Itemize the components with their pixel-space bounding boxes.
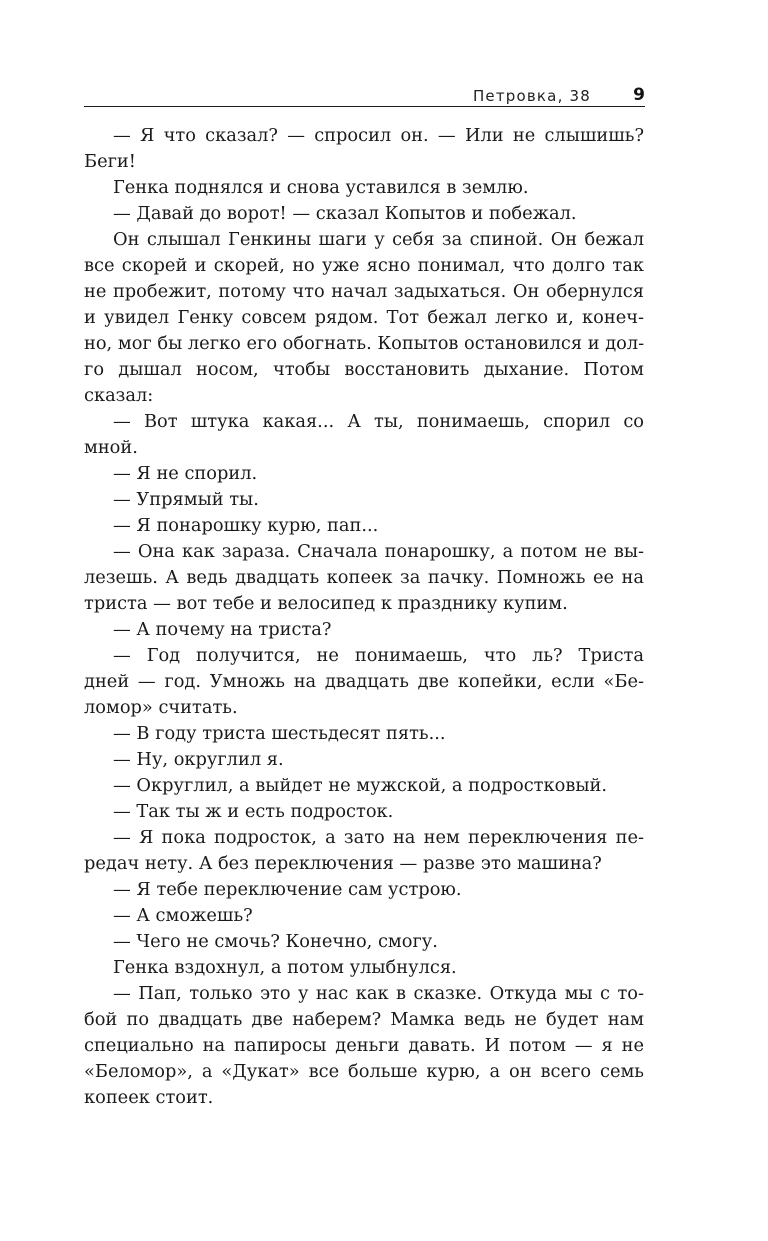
text-line: триста — вот тебе и велосипед к празднику купим. bbox=[84, 593, 568, 614]
text-line: — Я тебе переключение сам устрою. bbox=[113, 879, 462, 900]
text-line: — Я не спорил. bbox=[113, 463, 258, 484]
text-line: — Она как зараза. Сначала понарошку, а потом не вы- bbox=[113, 541, 644, 562]
text-line: сказал: bbox=[84, 385, 154, 406]
text-line: — Я понарошку курю, пап... bbox=[113, 515, 379, 536]
text-line: специально на папиросы деньги давать. И потом — я не bbox=[84, 1035, 644, 1056]
text-line: все скорей и скорей, но уже ясно понимал, что долго так bbox=[84, 255, 644, 276]
text-line: ломор» считать. bbox=[84, 697, 238, 718]
text-line: го дышал носом, чтобы восстановить дыхание. Потом bbox=[84, 359, 644, 380]
text-line: редач нету. А без переключения — разве это машина? bbox=[84, 853, 602, 874]
text-line: — Округлил, а выйдет не мужской, а подростковый. bbox=[113, 775, 607, 796]
text-line: — В году триста шестьдесят пять... bbox=[113, 723, 446, 744]
text-line: Беги! bbox=[84, 151, 136, 172]
body-text bbox=[84, 123, 644, 1111]
text-line: но, мог бы легко его обогнать. Копытов остановился и дол- bbox=[84, 333, 645, 354]
text-line: лезешь. А ведь двадцать копеек за пачку. Помножь ее на bbox=[84, 567, 644, 588]
text-line: не пробежит, потому что начал задыхаться. Он обернулся bbox=[84, 281, 644, 302]
text-line: и увидел Генку совсем рядом. Тот бежал легко и, конеч- bbox=[84, 307, 644, 328]
text-line: — Год получится, не понимаешь, что ль? Триста bbox=[113, 645, 644, 666]
text-line: — Давай до ворот! — сказал Копытов и побежал. bbox=[113, 203, 577, 224]
page-number: 9 bbox=[633, 85, 645, 105]
text-line: Он слышал Генкины шаги у себя за спиной. Он бежал bbox=[113, 229, 644, 250]
text-line: мной. bbox=[84, 437, 138, 458]
text-line: копеек стоит. bbox=[84, 1087, 214, 1108]
text-line: Генка вздохнул, а потом улыбнулся. bbox=[113, 957, 457, 978]
running-header bbox=[84, 84, 645, 107]
text-line: бой по двадцать две наберем? Мамка ведь не будет нам bbox=[84, 1009, 644, 1030]
text-line: — Так ты ж и есть подросток. bbox=[113, 801, 394, 822]
text-line: — Пап, только это у нас как в сказке. Откуда мы с то- bbox=[113, 983, 644, 1004]
text-line: — Я пока подросток, а зато на нем переключения пе- bbox=[113, 827, 644, 848]
text-line: Генка поднялся и снова уставился в землю. bbox=[113, 177, 529, 198]
text-line: — А сможешь? bbox=[113, 905, 253, 926]
text-line: — Упрямый ты. bbox=[113, 489, 259, 510]
text-line: «Беломор», а «Дукат» все больше курю, а он всего семь bbox=[84, 1061, 644, 1082]
text-line: — Чего не смочь? Конечно, смогу. bbox=[113, 931, 438, 952]
text-line: — Я что сказал? — спросил он. — Или не слышишь? bbox=[113, 125, 644, 146]
text-line: — Ну, округлил я. bbox=[113, 749, 284, 770]
text-line: — Вот штука какая... А ты, понимаешь, спорил со bbox=[113, 411, 644, 432]
text-line: — А почему на триста? bbox=[113, 619, 332, 640]
running-title: Петровка, 38 bbox=[472, 87, 591, 105]
text-line: дней — год. Умножь на двадцать две копейки, если «Бе- bbox=[84, 671, 644, 692]
